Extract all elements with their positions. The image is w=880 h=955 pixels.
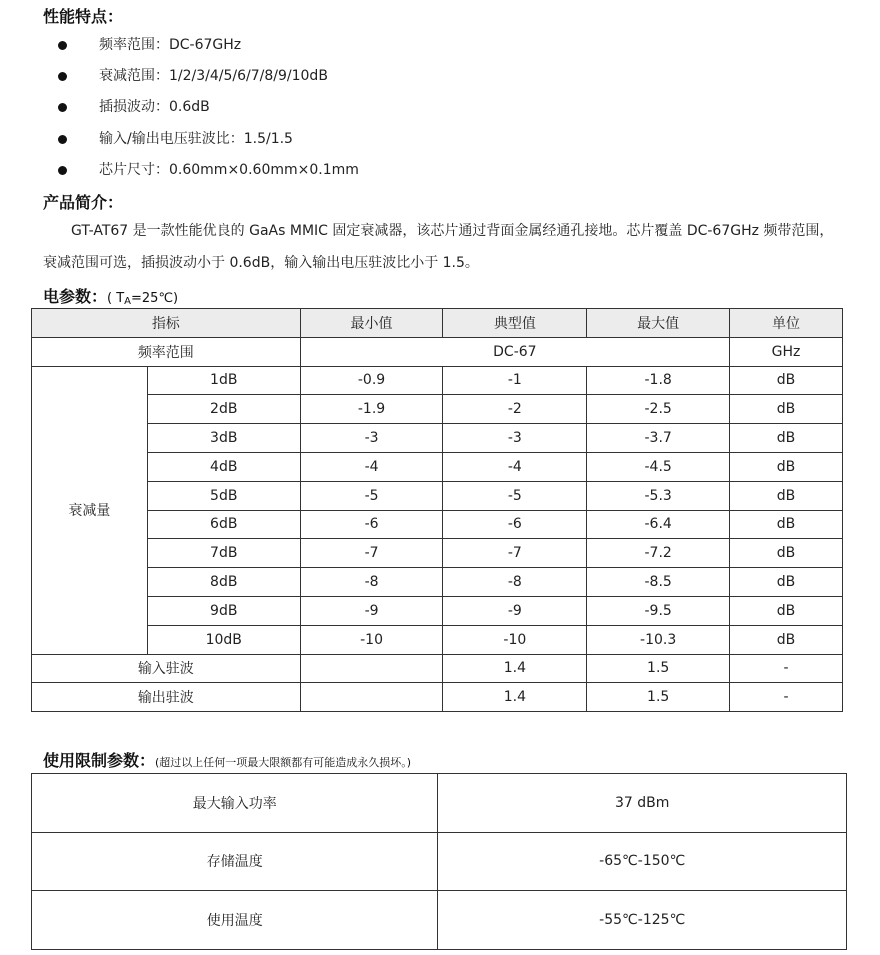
- limits-heading-label: 使用限制参数：: [43, 751, 156, 770]
- table-cell: dB: [730, 395, 843, 424]
- table-cell: -10: [300, 625, 443, 654]
- header-cell: 最大值: [587, 309, 730, 338]
- table-cell: -: [730, 654, 843, 683]
- feature-item: 芯片尺寸：0.60mm×0.60mm×0.1mm: [99, 162, 359, 178]
- table-cell: -4: [300, 452, 443, 481]
- table-row: [32, 395, 843, 424]
- table-cell: dB: [730, 568, 843, 597]
- table-cell: 最大输入功率: [32, 774, 438, 833]
- table-cell: dB: [730, 625, 843, 654]
- limits-table: [31, 773, 847, 950]
- table-cell: 6dB: [147, 510, 300, 539]
- table-cell: -3: [443, 424, 587, 453]
- table-cell: 5dB: [147, 481, 300, 510]
- header-cell: 典型值: [443, 309, 587, 338]
- table-row-frequency: [32, 337, 843, 366]
- table-cell: 4dB: [147, 452, 300, 481]
- table-cell: -8.5: [587, 568, 730, 597]
- table-cell: -7.2: [587, 539, 730, 568]
- table-cell: 1.4: [443, 654, 587, 683]
- table-cell: 8dB: [147, 568, 300, 597]
- table-row: [32, 481, 843, 510]
- table-cell: -3.7: [587, 424, 730, 453]
- table-row: [32, 452, 843, 481]
- table-cell: dB: [730, 424, 843, 453]
- table-cell: -4: [443, 452, 587, 481]
- table-cell: -7: [443, 539, 587, 568]
- table-row: [32, 510, 843, 539]
- table-cell: -5.3: [587, 481, 730, 510]
- header-cell: 最小值: [300, 309, 443, 338]
- table-cell: 9dB: [147, 596, 300, 625]
- table-cell: -10.3: [587, 625, 730, 654]
- limits-heading: [43, 748, 411, 771]
- table-cell: -: [730, 683, 843, 712]
- table-cell: -0.9: [300, 366, 443, 395]
- table-cell: -6: [443, 510, 587, 539]
- table-cell: GHz: [730, 337, 843, 366]
- bullet-icon: [58, 166, 67, 175]
- table-cell: -8: [443, 568, 587, 597]
- table-cell: -8: [300, 568, 443, 597]
- table-cell: -5: [443, 481, 587, 510]
- table-cell: 输入驻波: [32, 654, 301, 683]
- atten-label-cell: 衰减量: [32, 366, 148, 654]
- table-cell: 使用温度: [32, 891, 438, 950]
- table-row: [32, 683, 843, 712]
- table-cell: -1.9: [300, 395, 443, 424]
- feature-item: 频率范围：DC-67GHz: [99, 37, 242, 53]
- limits-note: (超过以上任何一项最大限额都有可能造成永久损坏。): [155, 756, 412, 769]
- table-cell: -6.4: [587, 510, 730, 539]
- header-cell: 指标: [32, 309, 301, 338]
- table-cell: -1: [443, 366, 587, 395]
- table-cell: 1.4: [443, 683, 587, 712]
- table-cell: 1.5: [587, 654, 730, 683]
- table-row: [32, 596, 843, 625]
- intro-heading: 产品简介：: [43, 193, 124, 212]
- electrical-heading-label: 电参数：: [43, 287, 108, 306]
- table-cell: 7dB: [147, 539, 300, 568]
- table-cell: [300, 683, 443, 712]
- table-header-row: [32, 309, 843, 338]
- table-cell: 频率范围: [32, 337, 301, 366]
- table-cell: 存储温度: [32, 832, 438, 891]
- table-cell: 10dB: [147, 625, 300, 654]
- table-cell: -7: [300, 539, 443, 568]
- table-row: [32, 832, 847, 891]
- table-cell: 输出驻波: [32, 683, 301, 712]
- table-cell: dB: [730, 452, 843, 481]
- table-cell: -6: [300, 510, 443, 539]
- table-row: [32, 891, 847, 950]
- table-cell: -2: [443, 395, 587, 424]
- table-cell: -4.5: [587, 452, 730, 481]
- table-cell: -55℃-125℃: [438, 891, 847, 950]
- table-row: [32, 366, 843, 395]
- table-cell: [300, 654, 443, 683]
- table-cell: 1dB: [147, 366, 300, 395]
- bullet-icon: [58, 103, 67, 112]
- table-cell: 2dB: [147, 395, 300, 424]
- table-cell: DC-67: [300, 337, 729, 366]
- electrical-heading: [43, 284, 178, 307]
- bullet-icon: [58, 135, 67, 144]
- table-cell: -9.5: [587, 596, 730, 625]
- feature-item: 输入/输出电压驻波比：1.5/1.5: [99, 131, 293, 147]
- table-cell: dB: [730, 539, 843, 568]
- table-cell: -9: [300, 596, 443, 625]
- table-row: [32, 654, 843, 683]
- feature-item: 衰减范围：1/2/3/4/5/6/7/8/9/10dB: [99, 68, 328, 84]
- header-cell: 单位: [730, 309, 843, 338]
- features-heading: 性能特点：: [43, 7, 124, 26]
- table-cell: -3: [300, 424, 443, 453]
- table-cell: dB: [730, 596, 843, 625]
- table-row: [32, 625, 843, 654]
- bullet-icon: [58, 41, 67, 50]
- feature-item: 插损波动：0.6dB: [99, 99, 210, 115]
- table-cell: 37 dBm: [438, 774, 847, 833]
- table-cell: -1.8: [587, 366, 730, 395]
- table-cell: 1.5: [587, 683, 730, 712]
- table-cell: 3dB: [147, 424, 300, 453]
- intro-paragraph: GT-AT67 是一款性能优良的 GaAs MMIC 固定衰减器，该芯片通过背面金属经通孔接地。芯片覆盖 DC-67GHz 频带范围，衰减范围可选，插损波动小于 0.6dB，输入输出电压驻波比小于 1.5。: [43, 223, 834, 271]
- table-row: [32, 424, 843, 453]
- table-row: [32, 774, 847, 833]
- bullet-icon: [58, 72, 67, 81]
- electrical-condition: ( $T_A=25℃$): [107, 291, 179, 307]
- table-cell: -2.5: [587, 395, 730, 424]
- table-cell: dB: [730, 481, 843, 510]
- table-cell: -65℃-150℃: [438, 832, 847, 891]
- table-cell: -10: [443, 625, 587, 654]
- electrical-table: [31, 308, 843, 712]
- table-row: [32, 568, 843, 597]
- table-row: [32, 539, 843, 568]
- table-cell: -5: [300, 481, 443, 510]
- table-cell: dB: [730, 366, 843, 395]
- table-cell: -9: [443, 596, 587, 625]
- table-cell: dB: [730, 510, 843, 539]
